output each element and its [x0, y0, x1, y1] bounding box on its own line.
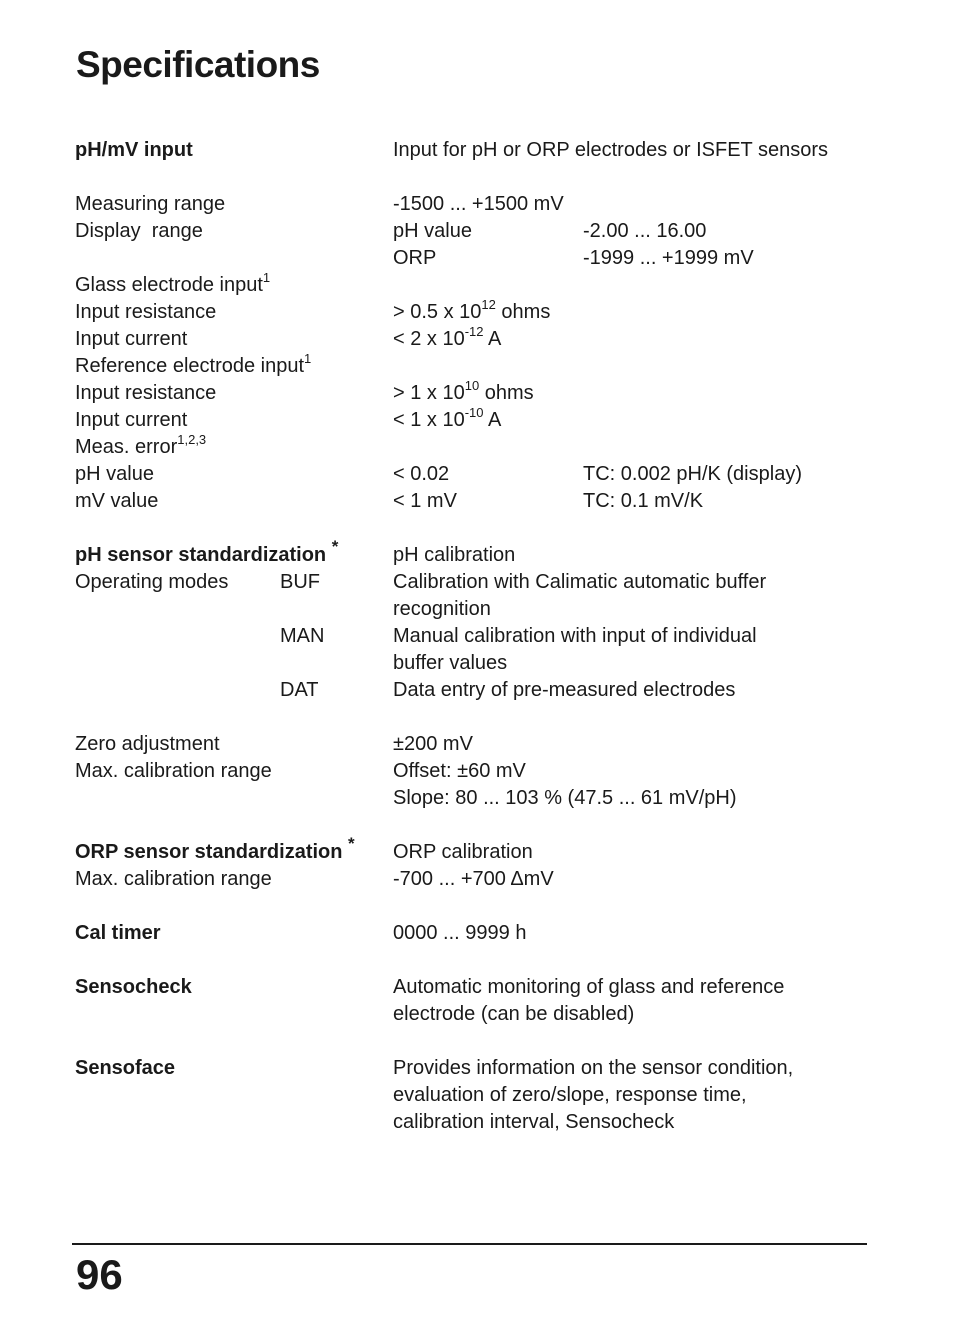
value-exponent: 12: [481, 297, 496, 312]
glass-input-resistance-value: [393, 299, 550, 326]
footnote-marker: 1: [304, 351, 312, 366]
measuring-range-label: Measuring range: [75, 193, 226, 215]
display-range-row: [75, 218, 875, 245]
mv-value-label: mV value: [75, 490, 159, 512]
sensocheck-row: [75, 974, 875, 1001]
reference-electrode-input-row: [75, 353, 875, 380]
meas-error-text: Meas. error: [75, 436, 178, 458]
ref-input-resistance-value: [393, 380, 534, 407]
cal-timer-value: 0000 ... 9999 h: [393, 922, 527, 944]
mv-value-error: < 1 mV: [393, 490, 457, 512]
spacer: [75, 812, 875, 839]
specifications-table: [75, 137, 875, 1136]
ph-value-tc: TC: 0.002 pH/K (display): [583, 463, 802, 485]
orp-standardization-heading-row: [75, 834, 875, 866]
orp-max-calibration-range-row: [75, 866, 875, 893]
operating-mode-man-row: [75, 623, 875, 650]
mode-man-description-line1: Manual calibration with input of individual: [393, 625, 757, 647]
cal-timer-heading: Cal timer: [75, 922, 161, 944]
slope-row: [75, 785, 875, 812]
glass-input-current-value: [393, 326, 501, 353]
operating-mode-buf-row: [75, 569, 875, 596]
operating-mode-buf-row-cont: [75, 596, 875, 623]
ph-standardization-heading: [75, 537, 339, 569]
value-mantissa: < 2 x 10: [393, 328, 465, 350]
zero-adjustment-value: ±200 mV: [393, 733, 473, 755]
sensocheck-heading: Sensocheck: [75, 976, 192, 998]
glass-input-current-row: [75, 326, 875, 353]
sensoface-row-cont: [75, 1082, 875, 1109]
glass-input-resistance-row: [75, 299, 875, 326]
footer-divider: [72, 1243, 867, 1245]
measuring-range-row: [75, 191, 875, 218]
operating-modes-label: Operating modes: [75, 571, 229, 593]
sensoface-description-line1: Provides information on the sensor condition,: [393, 1057, 794, 1079]
ph-standardization-text: pH sensor standardization: [75, 544, 327, 566]
ref-input-current-label: Input current: [75, 409, 188, 431]
sensocheck-row-cont: [75, 1001, 875, 1028]
footnote-marker: 1: [262, 270, 271, 285]
value-exponent: 10: [464, 378, 480, 393]
measuring-range-value: -1500 ... +1500 mV: [393, 193, 564, 215]
meas-error-row: [75, 434, 875, 461]
spacer: [75, 1028, 875, 1055]
display-orp-row: [75, 245, 875, 272]
display-range-label: Display range: [75, 220, 203, 242]
operating-mode-dat-row: [75, 677, 875, 704]
spacer: [75, 704, 875, 731]
mode-buf-description-line1: Calibration with Calimatic automatic buffer: [393, 571, 767, 593]
value-mantissa: > 0.5 x 10: [393, 301, 482, 323]
orp-max-calibration-range-value: -700 ... +700 ΔmV: [393, 868, 554, 890]
orp-calibration-value: ORP calibration: [393, 841, 533, 863]
mv-value-tc: TC: 0.1 mV/K: [583, 490, 704, 512]
page-title: Specifications: [76, 44, 320, 85]
offset-value: Offset: ±60 mV: [393, 760, 526, 782]
mode-man-description-line2: buffer values: [393, 652, 508, 674]
ph-mv-input-heading: pH/mV input: [75, 139, 193, 161]
ref-input-resistance-label: Input resistance: [75, 382, 217, 404]
ref-input-current-value: [393, 407, 501, 434]
operating-mode-man-row-cont: [75, 650, 875, 677]
slope-value: Slope: 80 ... 103 % (47.5 ... 61 mV/pH): [393, 787, 737, 809]
orp-max-calibration-range-label: Max. calibration range: [75, 868, 272, 890]
glass-electrode-input-text: Glass electrode input: [75, 274, 263, 296]
sensoface-description-line3: calibration interval, Sensocheck: [393, 1111, 675, 1133]
reference-electrode-input-label: [75, 353, 311, 380]
mode-dat-description-line1: Data entry of pre-measured electrodes: [393, 679, 736, 701]
value-mantissa: > 1 x 10: [393, 382, 465, 404]
ph-standardization-heading-row: [75, 537, 875, 569]
orp-standardization-text: ORP sensor standardization: [75, 841, 343, 863]
spacer: [75, 164, 875, 191]
display-orp-label: ORP: [393, 247, 437, 269]
reference-electrode-input-text: Reference electrode input: [75, 355, 305, 377]
max-calibration-range-label: Max. calibration range: [75, 760, 272, 782]
value-unit: A: [483, 409, 502, 431]
glass-input-resistance-label: Input resistance: [75, 301, 217, 323]
glass-electrode-input-label: [75, 272, 270, 299]
spacer: [75, 515, 875, 542]
value-unit: ohms: [479, 382, 534, 404]
asterisk-marker: *: [331, 537, 339, 556]
footnote-marker: 1,2,3: [177, 432, 207, 447]
sensoface-description-line2: evaluation of zero/slope, response time,: [393, 1084, 747, 1106]
zero-adjustment-row: [75, 731, 875, 758]
display-orp-value: -1999 ... +1999 mV: [583, 247, 754, 269]
page-number: 96: [76, 1251, 123, 1298]
mv-value-error-row: [75, 488, 875, 515]
value-unit: A: [483, 328, 502, 350]
ph-value-error: < 0.02: [393, 463, 450, 485]
asterisk-marker: *: [348, 834, 355, 853]
sensoface-row-cont2: [75, 1109, 875, 1136]
zero-adjustment-label: Zero adjustment: [75, 733, 220, 755]
ph-value-error-row: [75, 461, 875, 488]
max-calibration-range-row: [75, 758, 875, 785]
ph-calibration-value: pH calibration: [393, 544, 516, 566]
mode-code-man: MAN: [280, 625, 325, 647]
display-ph-label: pH value: [393, 220, 472, 242]
value-unit: ohms: [495, 301, 551, 323]
cal-timer-row: [75, 920, 875, 947]
ref-input-current-row: [75, 407, 875, 434]
ph-mv-input-description: Input for pH or ORP electrodes or ISFET sensors: [393, 139, 828, 161]
spacer: [75, 893, 875, 920]
mode-code-buf: BUF: [280, 571, 320, 593]
sensocheck-description-line1: Automatic monitoring of glass and reference: [393, 976, 785, 998]
sensoface-heading: Sensoface: [75, 1057, 176, 1079]
ref-input-resistance-row: [75, 380, 875, 407]
value-mantissa: < 1 x 10: [393, 409, 465, 431]
value-exponent: -10: [464, 405, 484, 420]
meas-error-label: [75, 434, 206, 461]
ph-mv-input-heading-row: [75, 137, 875, 164]
orp-standardization-heading: [75, 834, 355, 866]
glass-electrode-input-row: [75, 272, 875, 299]
mode-code-dat: DAT: [280, 679, 319, 701]
ph-value-label: pH value: [75, 463, 154, 485]
sensocheck-description-line2: electrode (can be disabled): [393, 1003, 635, 1025]
display-ph-value: -2.00 ... 16.00: [583, 220, 707, 242]
mode-buf-description-line2: recognition: [393, 598, 491, 620]
glass-input-current-label: Input current: [75, 328, 188, 350]
sensoface-row: [75, 1055, 875, 1082]
spacer: [75, 947, 875, 974]
value-exponent: -12: [464, 324, 484, 339]
